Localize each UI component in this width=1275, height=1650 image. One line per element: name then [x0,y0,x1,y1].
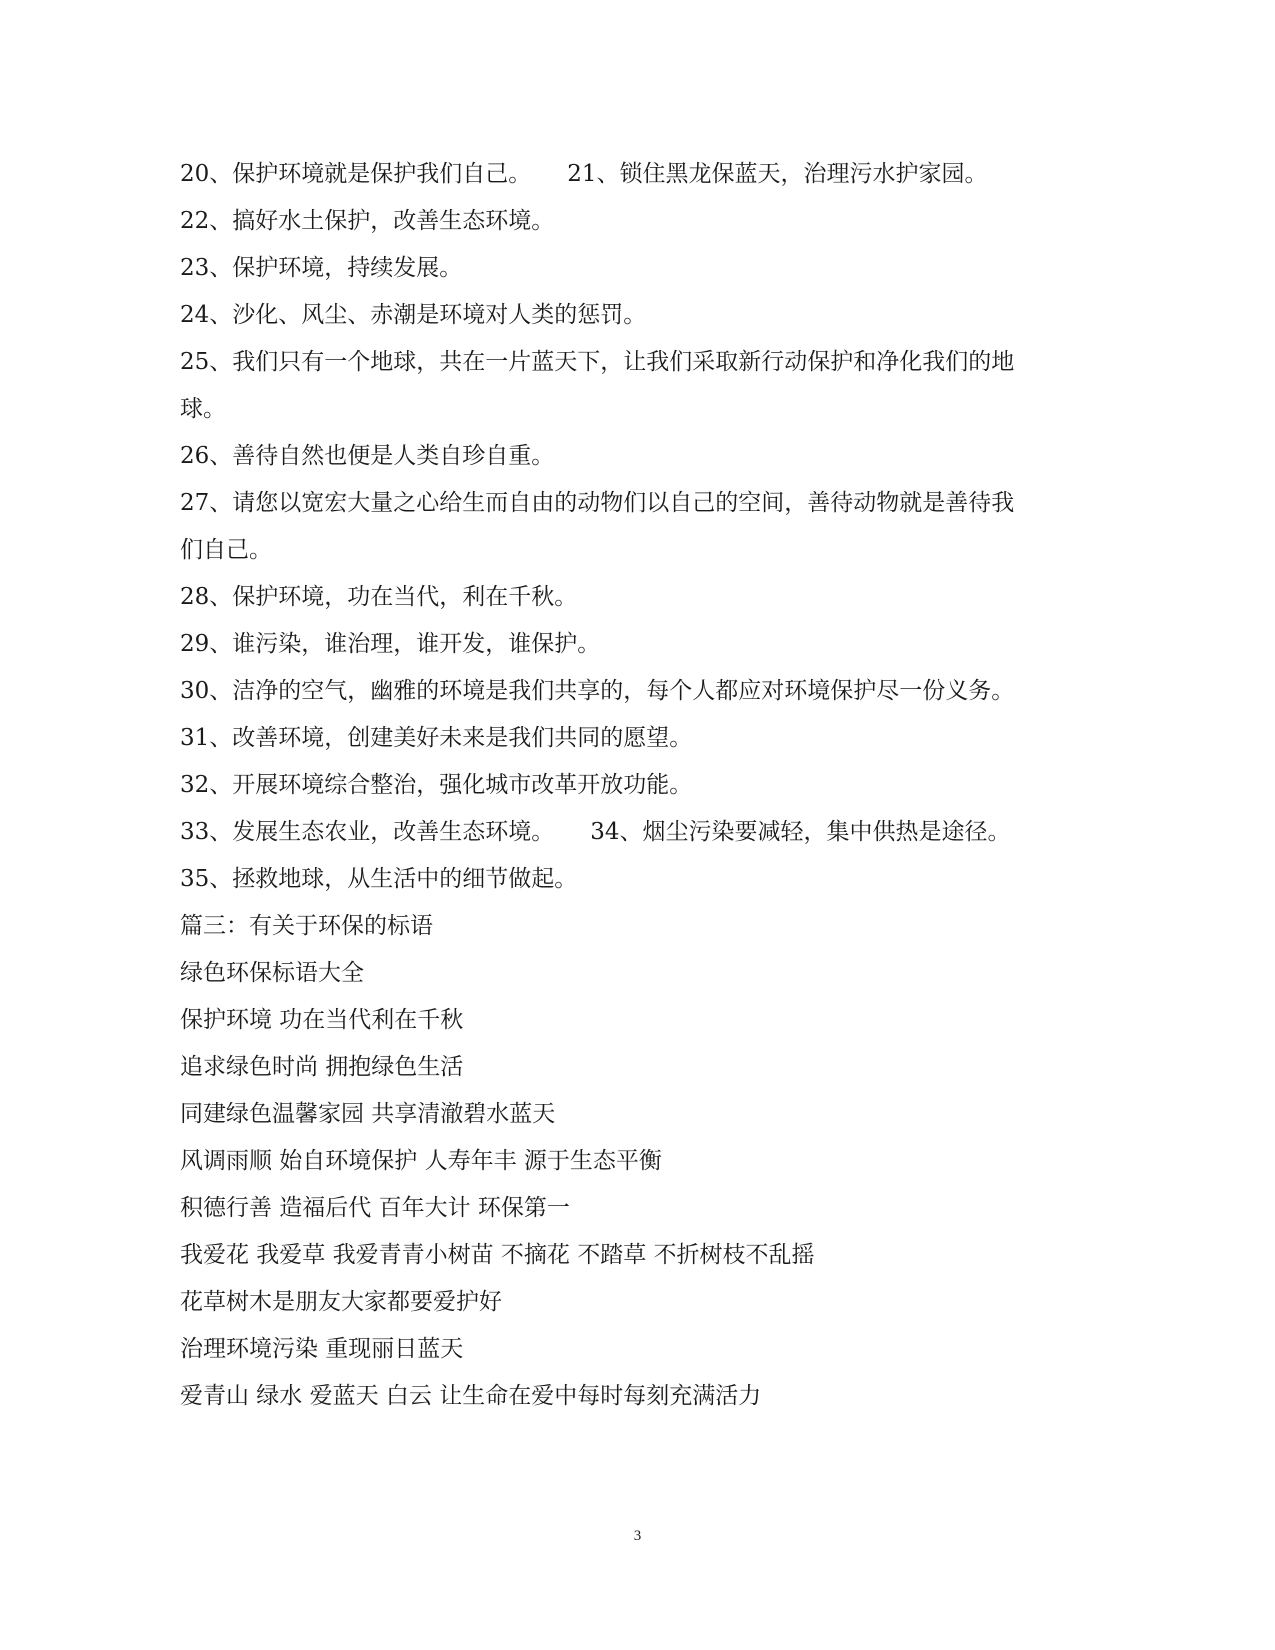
text-line: 治理环境污染 重现丽日蓝天 [180,1336,464,1362]
text-line: 保护环境 功在当代利在千秋 [180,1007,464,1033]
text-line: 31、改善环境，创建美好未来是我们共同的愿望。 [180,725,693,751]
text-line: 29、谁污染，谁治理，谁开发，谁保护。 [180,631,601,657]
text-line: 我爱花 我爱草 我爱青青小树苗 不摘花 不踏草 不折树枝不乱摇 [180,1242,815,1268]
text-line [180,809,1080,856]
text-line: 27、请您以宽宏大量之心给生而自由的动物们以自己的空间，善待动物就是善待我 [180,490,1015,516]
page-number: 3 [633,1528,642,1544]
text-line: 32、开展环境综合整治，强化城市改革开放功能。 [180,772,693,798]
text-line: 同建绿色温馨家园 共享清澈碧水蓝天 [180,1101,556,1127]
text-line: 35、拯救地球，从生活中的细节做起。 [180,866,578,892]
text-line: 追求绿色时尚 拥抱绿色生活 [180,1054,464,1080]
text-line: 球。 [180,396,226,422]
slogan-21: 21、锁住黑龙保蓝天，治理污水护家园。 [567,161,988,187]
text-line [180,151,1080,198]
text-line: 30、洁净的空气，幽雅的环境是我们共享的，每个人都应对环境保护尽一份义务。 [180,678,1015,704]
text-line: 22、搞好水土保护，改善生态环境。 [180,208,555,234]
text-line: 28、保护环境，功在当代，利在千秋。 [180,584,578,610]
text-line: 们自己。 [180,537,272,563]
text-line: 风调雨顺 始自环境保护 人寿年丰 源于生态平衡 [180,1148,662,1174]
section-subtitle: 绿色环保标语大全 [180,960,364,986]
text-line: 26、善待自然也便是人类自珍自重。 [180,443,555,469]
slogan-33: 33、发展生态农业，改善生态环境。 [180,819,555,845]
text-line: 23、保护环境，持续发展。 [180,255,463,281]
text-line: 积德行善 造福后代 百年大计 环保第一 [180,1195,570,1221]
text-line: 花草树木是朋友大家都要爱护好 [180,1289,502,1315]
slogan-34: 34、烟尘污染要减轻，集中供热是途径。 [590,819,1011,845]
text-line: 爱青山 绿水 爱蓝天 白云 让生命在爱中每时每刻充满活力 [180,1383,762,1409]
section-heading: 篇三：有关于环保的标语 [180,913,433,939]
text-line: 24、沙化、风尘、赤潮是环境对人类的惩罚。 [180,302,647,328]
slogan-20: 20、保护环境就是保护我们自己。 [180,161,532,187]
page-body [180,151,1080,1420]
text-line: 25、我们只有一个地球，共在一片蓝天下，让我们采取新行动保护和净化我们的地 [180,349,1015,375]
